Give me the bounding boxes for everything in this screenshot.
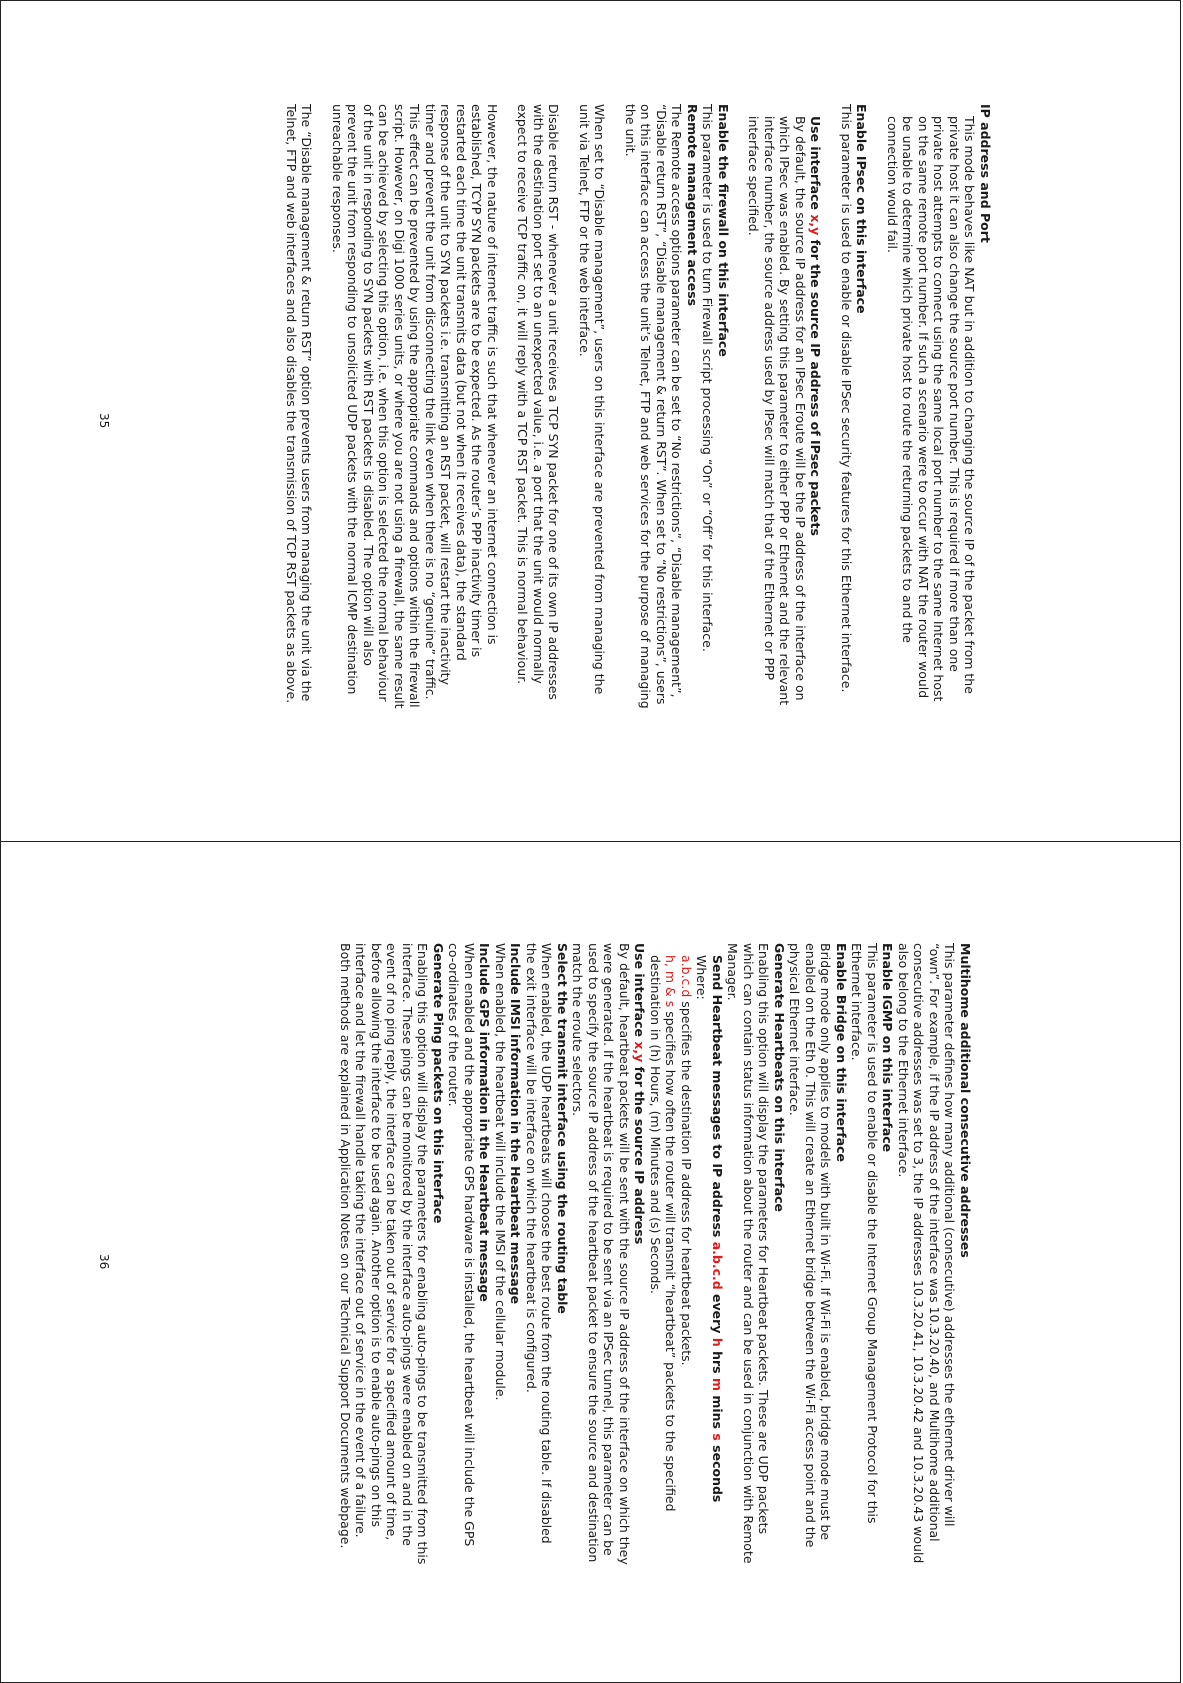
use-interface-heading-post: for the source IP address of IPsec packets [808, 235, 824, 536]
gps-paragraph: When enabled and the appropriate GPS hardware is installed, the heartbeat will include the GPS co-ordinates of the router. [446, 943, 477, 1547]
ping-paragraph: Enabling this option will display the parameters for enabling auto-pings to be transmitted from this interface. These pings can be monitored by the interface auto-pings were enabled on and in the event of no ping reply, the interface can be taken out of service for a specified amount of time, before allowing the interface to be used again. Another option is to enable auto-pings on this interface and let the firewall handle taking the interface out of service in the event of a failure. Both methods are explained in Application Notes on our Technical Support Documents webpage. [338, 943, 431, 1565]
send-heartbeat-hours: h [710, 1337, 725, 1347]
hms-description: specifies how often the router will transmit “heartbeat” packets to the specified destination in (h) Hours, (m) Minutes and (s) Seconds. [648, 955, 679, 1512]
send-heartbeat-text-b: every [710, 1289, 725, 1338]
page-35-sheet [0, 0, 1181, 842]
remote-management-paragraph: The Remote access options parameter can be set to “No restrictions”, “Disable management”, “Disable return RST”, “Disable management & return RST”. When set to “No restrictions”, users on this interface can access the unit’s Telnet, FTP and web services for the purpose of managing the unit. [623, 104, 685, 709]
use-interface-heading-xy: x,y [808, 214, 824, 236]
disable-return-rst-paragraph: Disable return RST - whenever a unit receives a TCP SYN packet for one of its own IP addresses with the destination port set to an unexpected value, i.e. a port that the unit would normally expect to receive TCP traffic on, it will reply with a TCP RST packet. This is normal behaviour. [515, 104, 562, 700]
abcd-definition [679, 955, 695, 1568]
use-interface-source-post: for the source IP address [632, 1062, 648, 1245]
ipsec-heading: Enable IPsec on this interface [854, 104, 870, 314]
page-36-sheet [0, 841, 1181, 1683]
ip-port-paragraph: This mode behaves like NAT but in addition to changing the source IP of the packet from the private host it can also change the source port number. This is required if more than one private host attempts to connect using the same local port number to the same Internet host on the same remote port number. If such a scenario were to occur with NAT the router would be unable to determine which private host to route the returning packets to and the connection would fail. [885, 116, 978, 702]
send-heartbeat-minutes: m [710, 1377, 725, 1391]
imsi-heading: Include IMSI information in the Heartbeat message [508, 943, 524, 1305]
ping-heading: Generate Ping packets on this interface [431, 943, 446, 1224]
send-heartbeat-seconds: s [710, 1433, 725, 1441]
firewall-paragraph: This parameter is used to turn Firewall script processing “On” or “Off” for this interface. [700, 104, 716, 652]
ipsec-paragraph: This parameter is used to enable or disable IPSec security features for this Ethernet interface. [839, 104, 854, 693]
page-36-content [338, 943, 974, 1568]
send-heartbeat-text-e: seconds [710, 1440, 725, 1503]
send-heartbeat-address: a.b.c.d [710, 1241, 725, 1290]
page-35-rotated-frame [1, 1, 1181, 841]
page-35-content [284, 104, 994, 714]
bridge-heading: Enable Bridge on this interface [834, 943, 849, 1162]
hms-definition [648, 955, 679, 1568]
gps-heading: Include GPS information in the Heartbeat message [477, 943, 493, 1302]
send-heartbeat-text-c: hrs [710, 1346, 725, 1378]
page-36-rotated-frame [1, 842, 1181, 1682]
use-interface-source-heading [632, 943, 648, 1568]
use-interface-source-pre: Use interface [632, 943, 648, 1042]
multihome-heading: Multihome additional consecutive addresses [958, 943, 973, 1258]
imsi-paragraph: When enabled, the heartbeat will include the IMSI of the cellular module. [493, 943, 508, 1401]
page-number-35: 35 [97, 413, 111, 429]
heartbeat-heading: Generate Heartbeats on this interface [772, 943, 787, 1213]
hms-term: h, m & s [663, 955, 679, 1008]
use-interface-heading-pre: Use interface [808, 116, 824, 215]
where-label: Where: [694, 955, 710, 1000]
igmp-paragraph: This parameter is used to enable or disable the Internet Group Management Protocol for this Ethernet interface. [849, 943, 880, 1524]
select-transmit-heading: Select the transmit interface using the routing table [555, 943, 570, 1314]
send-heartbeat-heading [710, 955, 726, 1568]
use-interface-heading [808, 116, 824, 714]
use-interface-source-paragraph: By default, heartbeat packets will be sent with the source IP address of the interface on which they were generated. If the heartbeat is required to be sent via an IPSec tunnel, this parameter can be used to specify the source IP address of the heartbeat packet to ensure the source and destination match the eroute selectors. [570, 943, 632, 1565]
igmp-heading: Enable IGMP on this interface [880, 943, 896, 1153]
however-paragraph: However, the nature of internet traffic is such that whenever an internet connection is established, TCYP SYN packets are to be expected. As the router’s PPP inactivity timer is restarted each time the unit transmits data (but not when it receives data), the standard response of the unit to SYN packets i.e. transmitting an RST packet, will restart the inactivity timer and prevent the unit from disconnecting the link even when there is no “genuine” traffic. This effect can be prevented by using the appropriate commands and options within the firewall script. However, on Digi 1000 series units, or where you are not using a firewall, the same result can be achieved by selecting this option, i.e. when this option is selected the normal behaviour of the unit in responding to SYN packets with RST packets is disabled. The option will also prevent the unit from responding to unsolicited UDP packets with the normal ICMP destination unreachable responses. [330, 104, 500, 709]
ip-port-heading: IP address and Port [978, 104, 993, 243]
bridge-paragraph: Bridge mode only applies to models with built in Wi-Fi. If Wi-Fi is enabled, bridge mode must be enabled on the Eth 0. This will create an Ethernet bridge between the Wi-Fi access point and the physical Ethernet interface. [787, 943, 834, 1548]
disable-both-paragraph: The “Disable management & return RST” option prevents users from managing the unit via the Telnet, FTP and web interfaces and also disables the transmission of TCP RST packets as above. [284, 104, 315, 704]
abcd-term: a.b.c.d [679, 955, 694, 998]
remote-management-heading: Remote management access [685, 104, 700, 307]
multihome-paragraph: This parameter defines how many additional (consecutive) addresses the ethernet driver will “own”. For example, if the IP address of the interface was 10.3.20.40, and Multihome additional consecutive addresses was set to 3, the IP addresses 10.3.20.41, 10.3.20.42 and 10.3.20.43 would also belong to the Ethernet interface. [896, 943, 958, 1564]
select-transmit-paragraph: When enabled, the UDP heartbeats will choose the best route from the routing table. If disabled the exit interface will be interface on which the heartbeat is configured. [524, 943, 555, 1544]
page-number-36: 36 [97, 1254, 111, 1270]
send-heartbeat-text-d: mins [710, 1390, 725, 1434]
use-interface-paragraph: By default, the source IP address for an IPsec Eroute will be the IP address of the interface on which IPsec was enabled. By setting this parameter to either PPP or Ethernet and the relevant interface number, the source address used by IPsec will match that of the Ethernet or PPP interface specified. [746, 116, 808, 706]
disable-management-paragraph: When set to “Disable management”, users on this interface are prevented from managing the unit via Telnet, FTP or the web interface. [577, 104, 608, 695]
abcd-description: specifies the destination IP address for heartbeat packets. [679, 997, 694, 1366]
use-interface-source-xy: x,y [632, 1041, 648, 1063]
heartbeat-paragraph: Enabling this option will display the parameters for Heartbeat packets. These are UDP packets which can contain status information about the router and can be used in conjunction with Remote Manager. [725, 943, 772, 1564]
send-heartbeat-text-a: Send Heartbeat messages to IP address [710, 955, 725, 1242]
firewall-heading: Enable the firewall on this interface [716, 104, 731, 357]
